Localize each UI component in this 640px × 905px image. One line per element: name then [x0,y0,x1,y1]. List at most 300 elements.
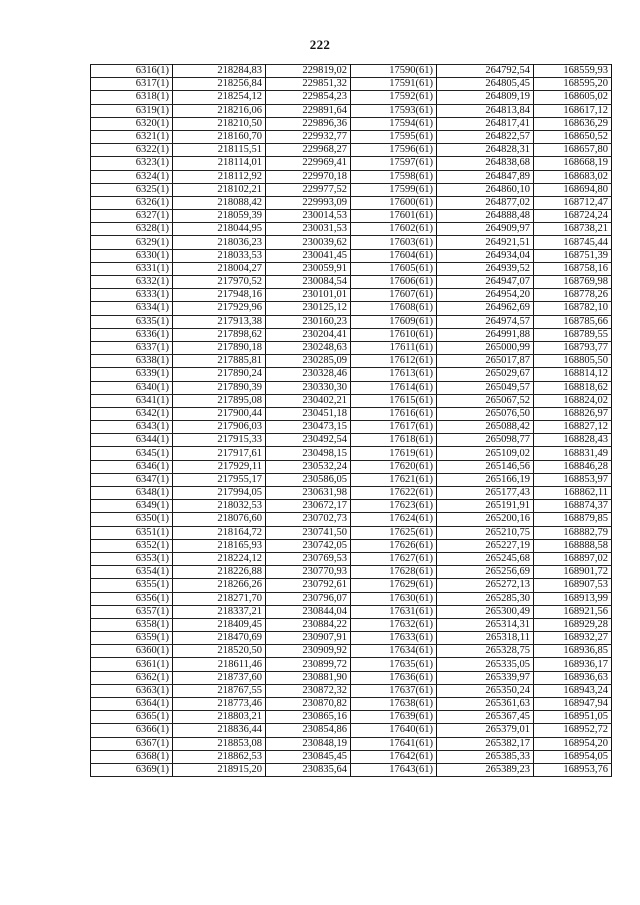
y-coordinate-a-cell: 229932,77 [266,130,351,143]
y-coordinate-b-cell: 168824,02 [534,394,612,407]
y-coordinate-b-cell: 168605,02 [534,91,612,104]
y-coordinate-b-cell: 168826,97 [534,407,612,420]
point-id-a-cell: 6346(1) [91,460,173,473]
x-coordinate-a-cell: 218088,42 [173,196,266,209]
x-coordinate-b-cell: 265210,75 [437,526,534,539]
table-row [91,170,612,183]
x-coordinate-b-cell: 265177,43 [437,487,534,500]
x-coordinate-b-cell: 265098,77 [437,434,534,447]
y-coordinate-a-cell: 230473,15 [266,421,351,434]
y-coordinate-a-cell: 230285,09 [266,355,351,368]
y-coordinate-a-cell: 230835,64 [266,763,351,776]
y-coordinate-b-cell: 168936,85 [534,645,612,658]
point-id-b-cell: 17608(61) [351,302,437,315]
y-coordinate-b-cell: 168789,55 [534,328,612,341]
x-coordinate-b-cell: 265272,13 [437,579,534,592]
y-coordinate-b-cell: 168952,72 [534,724,612,737]
point-id-a-cell: 6359(1) [91,632,173,645]
y-coordinate-a-cell: 230451,18 [266,407,351,420]
x-coordinate-a-cell: 217890,18 [173,341,266,354]
x-coordinate-b-cell: 265245,68 [437,552,534,565]
y-coordinate-b-cell: 168888,58 [534,539,612,552]
point-id-a-cell: 6355(1) [91,579,173,592]
x-coordinate-a-cell: 218284,83 [173,65,266,78]
x-coordinate-a-cell: 218773,46 [173,698,266,711]
table-row [91,618,612,631]
y-coordinate-b-cell: 168751,39 [534,249,612,262]
point-id-a-cell: 6345(1) [91,447,173,460]
point-id-a-cell: 6329(1) [91,236,173,249]
x-coordinate-a-cell: 217929,96 [173,302,266,315]
y-coordinate-b-cell: 168954,05 [534,750,612,763]
table-row [91,447,612,460]
point-id-b-cell: 17594(61) [351,117,437,130]
y-coordinate-a-cell: 230741,50 [266,526,351,539]
y-coordinate-a-cell: 230770,93 [266,566,351,579]
x-coordinate-b-cell: 264809,19 [437,91,534,104]
table-row [91,539,612,552]
x-coordinate-a-cell: 218256,84 [173,78,266,91]
x-coordinate-b-cell: 265067,52 [437,394,534,407]
point-id-b-cell: 17640(61) [351,724,437,737]
point-id-b-cell: 17627(61) [351,552,437,565]
point-id-a-cell: 6337(1) [91,341,173,354]
point-id-b-cell: 17626(61) [351,539,437,552]
y-coordinate-a-cell: 230769,53 [266,552,351,565]
point-id-b-cell: 17600(61) [351,196,437,209]
y-coordinate-b-cell: 168782,10 [534,302,612,315]
x-coordinate-b-cell: 265300,49 [437,605,534,618]
y-coordinate-b-cell: 168907,53 [534,579,612,592]
y-coordinate-b-cell: 168882,79 [534,526,612,539]
point-id-a-cell: 6316(1) [91,65,173,78]
point-id-a-cell: 6353(1) [91,552,173,565]
table-row [91,262,612,275]
y-coordinate-b-cell: 168936,17 [534,658,612,671]
table-row [91,711,612,724]
point-id-a-cell: 6357(1) [91,605,173,618]
point-id-b-cell: 17598(61) [351,170,437,183]
point-id-a-cell: 6335(1) [91,315,173,328]
x-coordinate-b-cell: 265318,11 [437,632,534,645]
x-coordinate-b-cell: 265049,57 [437,381,534,394]
y-coordinate-b-cell: 168897,02 [534,552,612,565]
x-coordinate-b-cell: 264888,48 [437,210,534,223]
x-coordinate-a-cell: 218470,69 [173,632,266,645]
table-row [91,144,612,157]
point-id-a-cell: 6328(1) [91,223,173,236]
point-id-a-cell: 6319(1) [91,104,173,117]
y-coordinate-a-cell: 230884,22 [266,618,351,631]
point-id-b-cell: 17633(61) [351,632,437,645]
table-row [91,223,612,236]
x-coordinate-b-cell: 265367,45 [437,711,534,724]
x-coordinate-b-cell: 265076,50 [437,407,534,420]
point-id-a-cell: 6354(1) [91,566,173,579]
table-row [91,302,612,315]
point-id-a-cell: 6322(1) [91,144,173,157]
point-id-b-cell: 17602(61) [351,223,437,236]
x-coordinate-a-cell: 218044,95 [173,223,266,236]
point-id-b-cell: 17609(61) [351,315,437,328]
y-coordinate-a-cell: 230160,23 [266,315,351,328]
table-row [91,210,612,223]
x-coordinate-a-cell: 217917,61 [173,447,266,460]
table-row [91,671,612,684]
y-coordinate-b-cell: 168954,20 [534,737,612,750]
x-coordinate-a-cell: 218409,45 [173,618,266,631]
y-coordinate-a-cell: 230084,54 [266,276,351,289]
x-coordinate-a-cell: 218853,08 [173,737,266,750]
x-coordinate-b-cell: 265000,99 [437,341,534,354]
y-coordinate-a-cell: 229969,41 [266,157,351,170]
table-row [91,645,612,658]
y-coordinate-b-cell: 168805,50 [534,355,612,368]
x-coordinate-b-cell: 264828,31 [437,144,534,157]
x-coordinate-b-cell: 265389,23 [437,763,534,776]
y-coordinate-b-cell: 168846,28 [534,460,612,473]
point-id-a-cell: 6318(1) [91,91,173,104]
y-coordinate-b-cell: 168595,20 [534,78,612,91]
y-coordinate-a-cell: 230498,15 [266,447,351,460]
y-coordinate-a-cell: 230742,05 [266,539,351,552]
y-coordinate-b-cell: 168879,85 [534,513,612,526]
table-row [91,737,612,750]
point-id-a-cell: 6336(1) [91,328,173,341]
coordinates-table [90,64,612,777]
coordinates-table-body [91,65,612,777]
point-id-a-cell: 6323(1) [91,157,173,170]
x-coordinate-b-cell: 264991,88 [437,328,534,341]
y-coordinate-b-cell: 168668,19 [534,157,612,170]
table-row [91,130,612,143]
table-row [91,579,612,592]
x-coordinate-b-cell: 264838,68 [437,157,534,170]
point-id-b-cell: 17591(61) [351,78,437,91]
x-coordinate-b-cell: 265361,63 [437,698,534,711]
point-id-a-cell: 6365(1) [91,711,173,724]
x-coordinate-a-cell: 218210,50 [173,117,266,130]
x-coordinate-a-cell: 218611,46 [173,658,266,671]
x-coordinate-a-cell: 217955,17 [173,473,266,486]
point-id-a-cell: 6324(1) [91,170,173,183]
y-coordinate-b-cell: 168951,05 [534,711,612,724]
x-coordinate-a-cell: 218102,21 [173,183,266,196]
point-id-a-cell: 6326(1) [91,196,173,209]
y-coordinate-a-cell: 230402,21 [266,394,351,407]
point-id-b-cell: 17625(61) [351,526,437,539]
y-coordinate-a-cell: 230532,24 [266,460,351,473]
point-id-b-cell: 17603(61) [351,236,437,249]
point-id-b-cell: 17590(61) [351,65,437,78]
y-coordinate-a-cell: 229977,52 [266,183,351,196]
x-coordinate-b-cell: 264847,89 [437,170,534,183]
table-row [91,276,612,289]
table-row [91,473,612,486]
y-coordinate-b-cell: 168712,47 [534,196,612,209]
x-coordinate-a-cell: 218059,39 [173,210,266,223]
point-id-b-cell: 17616(61) [351,407,437,420]
point-id-a-cell: 6358(1) [91,618,173,631]
y-coordinate-a-cell: 229993,09 [266,196,351,209]
point-id-a-cell: 6327(1) [91,210,173,223]
table-row [91,605,612,618]
point-id-b-cell: 17638(61) [351,698,437,711]
point-id-a-cell: 6325(1) [91,183,173,196]
y-coordinate-a-cell: 230909,92 [266,645,351,658]
y-coordinate-b-cell: 168921,56 [534,605,612,618]
table-row [91,196,612,209]
x-coordinate-a-cell: 218266,26 [173,579,266,592]
point-id-b-cell: 17636(61) [351,671,437,684]
x-coordinate-a-cell: 218114,01 [173,157,266,170]
x-coordinate-a-cell: 218836,44 [173,724,266,737]
table-row [91,183,612,196]
y-coordinate-a-cell: 230328,46 [266,368,351,381]
x-coordinate-b-cell: 265227,19 [437,539,534,552]
point-id-b-cell: 17618(61) [351,434,437,447]
x-coordinate-a-cell: 217898,62 [173,328,266,341]
point-id-b-cell: 17599(61) [351,183,437,196]
y-coordinate-a-cell: 230101,01 [266,289,351,302]
y-coordinate-a-cell: 230881,90 [266,671,351,684]
table-row [91,763,612,776]
x-coordinate-a-cell: 217890,39 [173,381,266,394]
y-coordinate-a-cell: 229851,32 [266,78,351,91]
y-coordinate-a-cell: 230492,54 [266,434,351,447]
x-coordinate-b-cell: 264909,97 [437,223,534,236]
point-id-b-cell: 17623(61) [351,500,437,513]
point-id-b-cell: 17631(61) [351,605,437,618]
point-id-b-cell: 17622(61) [351,487,437,500]
point-id-b-cell: 17593(61) [351,104,437,117]
y-coordinate-b-cell: 168901,72 [534,566,612,579]
x-coordinate-b-cell: 264962,69 [437,302,534,315]
x-coordinate-a-cell: 218160,70 [173,130,266,143]
table-row [91,421,612,434]
point-id-a-cell: 6320(1) [91,117,173,130]
y-coordinate-b-cell: 168657,80 [534,144,612,157]
x-coordinate-b-cell: 264792,54 [437,65,534,78]
y-coordinate-a-cell: 230330,30 [266,381,351,394]
point-id-a-cell: 6356(1) [91,592,173,605]
x-coordinate-b-cell: 264813,84 [437,104,534,117]
point-id-a-cell: 6362(1) [91,671,173,684]
point-id-a-cell: 6351(1) [91,526,173,539]
point-id-b-cell: 17635(61) [351,658,437,671]
y-coordinate-b-cell: 168932,27 [534,632,612,645]
x-coordinate-a-cell: 218915,20 [173,763,266,776]
y-coordinate-a-cell: 229970,18 [266,170,351,183]
point-id-b-cell: 17637(61) [351,684,437,697]
point-id-a-cell: 6364(1) [91,698,173,711]
y-coordinate-a-cell: 230796,07 [266,592,351,605]
point-id-b-cell: 17605(61) [351,262,437,275]
x-coordinate-b-cell: 265379,01 [437,724,534,737]
point-id-a-cell: 6342(1) [91,407,173,420]
x-coordinate-b-cell: 265029,67 [437,368,534,381]
point-id-a-cell: 6339(1) [91,368,173,381]
point-id-b-cell: 17628(61) [351,566,437,579]
point-id-b-cell: 17596(61) [351,144,437,157]
y-coordinate-b-cell: 168785,66 [534,315,612,328]
x-coordinate-a-cell: 217913,38 [173,315,266,328]
x-coordinate-b-cell: 264974,57 [437,315,534,328]
x-coordinate-b-cell: 264954,20 [437,289,534,302]
x-coordinate-b-cell: 265017,87 [437,355,534,368]
y-coordinate-a-cell: 230204,41 [266,328,351,341]
x-coordinate-a-cell: 217948,16 [173,289,266,302]
x-coordinate-a-cell: 218032,53 [173,500,266,513]
point-id-a-cell: 6334(1) [91,302,173,315]
y-coordinate-a-cell: 229896,36 [266,117,351,130]
point-id-a-cell: 6349(1) [91,500,173,513]
table-row [91,750,612,763]
table-row [91,341,612,354]
point-id-a-cell: 6348(1) [91,487,173,500]
y-coordinate-a-cell: 230865,16 [266,711,351,724]
x-coordinate-a-cell: 218033,53 [173,249,266,262]
y-coordinate-a-cell: 230702,73 [266,513,351,526]
x-coordinate-a-cell: 217915,33 [173,434,266,447]
x-coordinate-a-cell: 218862,53 [173,750,266,763]
point-id-b-cell: 17592(61) [351,91,437,104]
y-coordinate-b-cell: 168818,62 [534,381,612,394]
x-coordinate-b-cell: 265166,19 [437,473,534,486]
point-id-a-cell: 6321(1) [91,130,173,143]
x-coordinate-a-cell: 218165,93 [173,539,266,552]
x-coordinate-b-cell: 265385,33 [437,750,534,763]
table-row [91,381,612,394]
point-id-b-cell: 17617(61) [351,421,437,434]
y-coordinate-b-cell: 168758,16 [534,262,612,275]
x-coordinate-b-cell: 265314,31 [437,618,534,631]
y-coordinate-a-cell: 230854,86 [266,724,351,737]
y-coordinate-a-cell: 230845,45 [266,750,351,763]
point-id-b-cell: 17629(61) [351,579,437,592]
point-id-a-cell: 6330(1) [91,249,173,262]
point-id-b-cell: 17612(61) [351,355,437,368]
x-coordinate-a-cell: 218803,21 [173,711,266,724]
x-coordinate-a-cell: 218216,06 [173,104,266,117]
y-coordinate-a-cell: 230848,19 [266,737,351,750]
table-row [91,249,612,262]
y-coordinate-b-cell: 168953,76 [534,763,612,776]
point-id-a-cell: 6352(1) [91,539,173,552]
point-id-b-cell: 17642(61) [351,750,437,763]
table-row [91,552,612,565]
y-coordinate-a-cell: 230872,32 [266,684,351,697]
x-coordinate-b-cell: 265285,30 [437,592,534,605]
x-coordinate-a-cell: 218337,21 [173,605,266,618]
point-id-b-cell: 17606(61) [351,276,437,289]
table-row [91,632,612,645]
table-row [91,658,612,671]
table-row [91,434,612,447]
point-id-a-cell: 6361(1) [91,658,173,671]
y-coordinate-b-cell: 168793,77 [534,341,612,354]
y-coordinate-b-cell: 168827,12 [534,421,612,434]
point-id-a-cell: 6340(1) [91,381,173,394]
x-coordinate-b-cell: 264805,45 [437,78,534,91]
x-coordinate-a-cell: 218224,12 [173,552,266,565]
table-row [91,526,612,539]
x-coordinate-a-cell: 218254,12 [173,91,266,104]
x-coordinate-a-cell: 217970,52 [173,276,266,289]
y-coordinate-b-cell: 168724,24 [534,210,612,223]
x-coordinate-b-cell: 265200,16 [437,513,534,526]
x-coordinate-b-cell: 265256,69 [437,566,534,579]
point-id-a-cell: 6338(1) [91,355,173,368]
y-coordinate-b-cell: 168778,26 [534,289,612,302]
table-row [91,724,612,737]
table-row [91,698,612,711]
point-id-a-cell: 6366(1) [91,724,173,737]
x-coordinate-b-cell: 264921,51 [437,236,534,249]
point-id-a-cell: 6360(1) [91,645,173,658]
x-coordinate-a-cell: 218076,60 [173,513,266,526]
x-coordinate-b-cell: 265088,42 [437,421,534,434]
y-coordinate-a-cell: 230907,91 [266,632,351,645]
y-coordinate-a-cell: 230672,17 [266,500,351,513]
y-coordinate-b-cell: 168947,94 [534,698,612,711]
point-id-b-cell: 17643(61) [351,763,437,776]
y-coordinate-a-cell: 230586,05 [266,473,351,486]
x-coordinate-b-cell: 264939,52 [437,262,534,275]
y-coordinate-b-cell: 168769,98 [534,276,612,289]
y-coordinate-a-cell: 230248,63 [266,341,351,354]
y-coordinate-b-cell: 168559,93 [534,65,612,78]
table-row [91,592,612,605]
y-coordinate-a-cell: 230014,53 [266,210,351,223]
table-row [91,91,612,104]
y-coordinate-b-cell: 168814,12 [534,368,612,381]
table-row [91,355,612,368]
table-row [91,157,612,170]
x-coordinate-b-cell: 264817,41 [437,117,534,130]
y-coordinate-a-cell: 230031,53 [266,223,351,236]
y-coordinate-a-cell: 229819,02 [266,65,351,78]
point-id-b-cell: 17597(61) [351,157,437,170]
table-row [91,289,612,302]
table-row [91,394,612,407]
point-id-b-cell: 17632(61) [351,618,437,631]
point-id-b-cell: 17621(61) [351,473,437,486]
point-id-b-cell: 17614(61) [351,381,437,394]
y-coordinate-a-cell: 230631,98 [266,487,351,500]
y-coordinate-b-cell: 168828,43 [534,434,612,447]
point-id-b-cell: 17607(61) [351,289,437,302]
y-coordinate-b-cell: 168913,99 [534,592,612,605]
x-coordinate-a-cell: 218115,51 [173,144,266,157]
table-row [91,368,612,381]
point-id-b-cell: 17613(61) [351,368,437,381]
point-id-a-cell: 6363(1) [91,684,173,697]
y-coordinate-b-cell: 168694,80 [534,183,612,196]
y-coordinate-b-cell: 168929,28 [534,618,612,631]
point-id-a-cell: 6368(1) [91,750,173,763]
x-coordinate-b-cell: 265109,02 [437,447,534,460]
x-coordinate-b-cell: 264877,02 [437,196,534,209]
y-coordinate-a-cell: 230899,72 [266,658,351,671]
point-id-b-cell: 17615(61) [351,394,437,407]
page-number: 222 [309,37,331,52]
point-id-a-cell: 6350(1) [91,513,173,526]
y-coordinate-a-cell: 229968,27 [266,144,351,157]
table-row [91,104,612,117]
y-coordinate-a-cell: 230041,45 [266,249,351,262]
y-coordinate-b-cell: 168862,11 [534,487,612,500]
